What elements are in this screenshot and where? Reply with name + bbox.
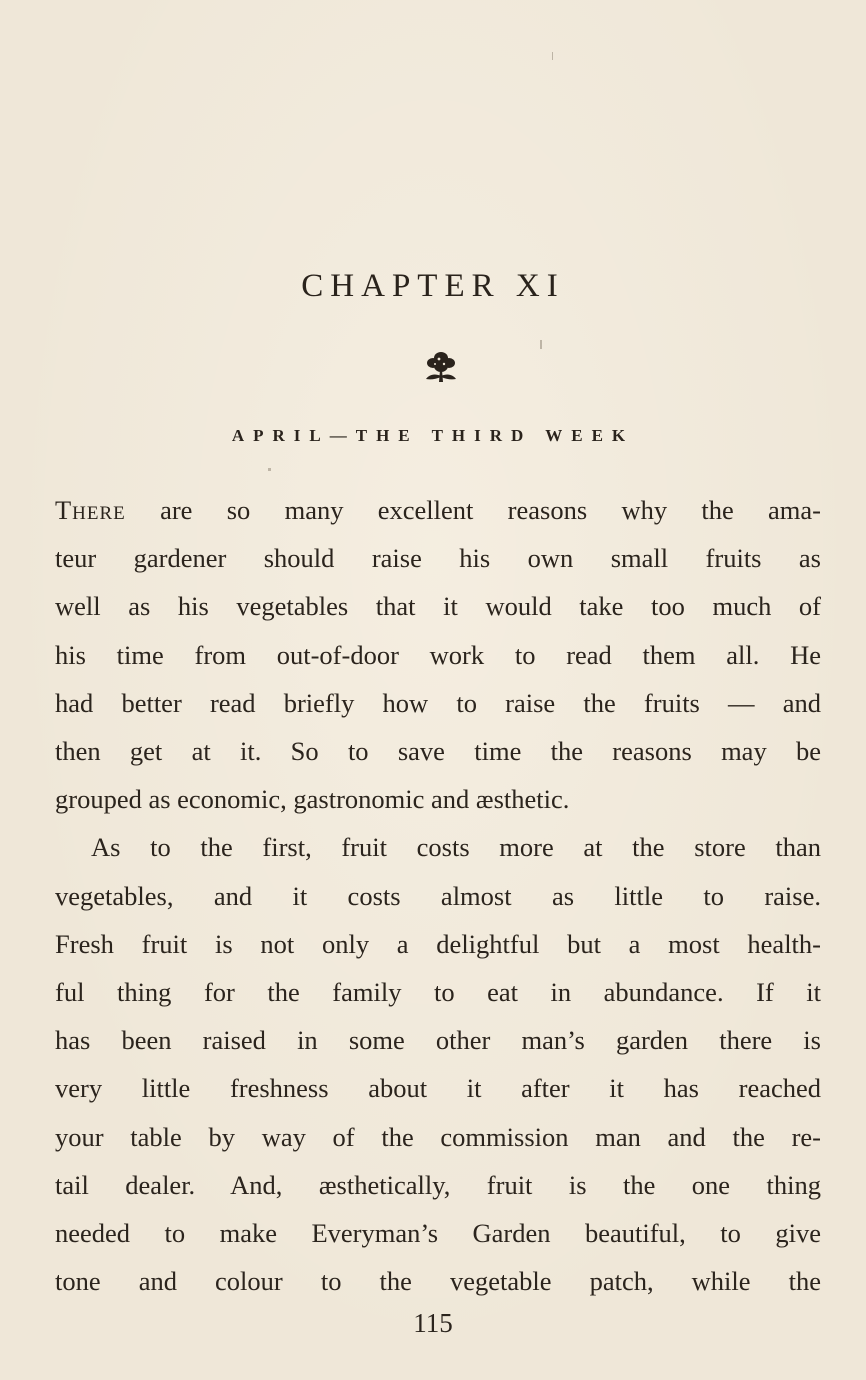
text-line: There are so many excellent reasons why the ama- — [55, 495, 821, 525]
text-line: tone and colour to the vegetable patch, while the — [55, 1266, 821, 1297]
chapter-title: CHAPTER XI — [301, 268, 565, 304]
lead-word: There — [55, 495, 126, 525]
paper-speck — [268, 468, 271, 471]
text-line: ful thing for the family to eat in abundance. If it — [55, 977, 821, 1008]
text-line: Fresh fruit is not only a delightful but a most health- — [55, 928, 821, 959]
text-line: vegetables, and it costs almost as little to raise. — [55, 880, 821, 911]
body-text — [55, 486, 821, 1305]
paper-speck — [552, 52, 553, 60]
text-line: grouped as economic, gastronomic and æsthetic. — [55, 784, 570, 815]
text-line: tail dealer. And, æsthetically, fruit is the one thing — [55, 1169, 821, 1200]
text-line: your table by way of the commission man and the re- — [55, 1121, 821, 1152]
text-line: has been raised in some other man’s garden there is — [55, 1025, 821, 1056]
page-number: 115 — [413, 1308, 453, 1338]
text-line: well as his vegetables that it would take too much of — [55, 591, 821, 622]
text-line: had better read briefly how to raise the fruits — and — [55, 687, 821, 718]
text-line: As to the first, fruit costs more at the store than — [91, 832, 821, 863]
flower-ornament-icon — [420, 346, 462, 386]
text-line: very little freshness about it after it has reached — [55, 1073, 821, 1104]
text-line: teur gardener should raise his own small fruits as — [55, 543, 821, 574]
chapter-subheading: APRIL—THE THIRD WEEK — [231, 426, 635, 445]
paper-speck — [540, 340, 542, 349]
text-line: his time from out-of-door work to read them all. He — [55, 639, 821, 670]
text-line: then get at it. So to save time the reasons may be — [55, 736, 821, 767]
text-line: needed to make Everyman’s Garden beautiful, to give — [55, 1218, 821, 1249]
